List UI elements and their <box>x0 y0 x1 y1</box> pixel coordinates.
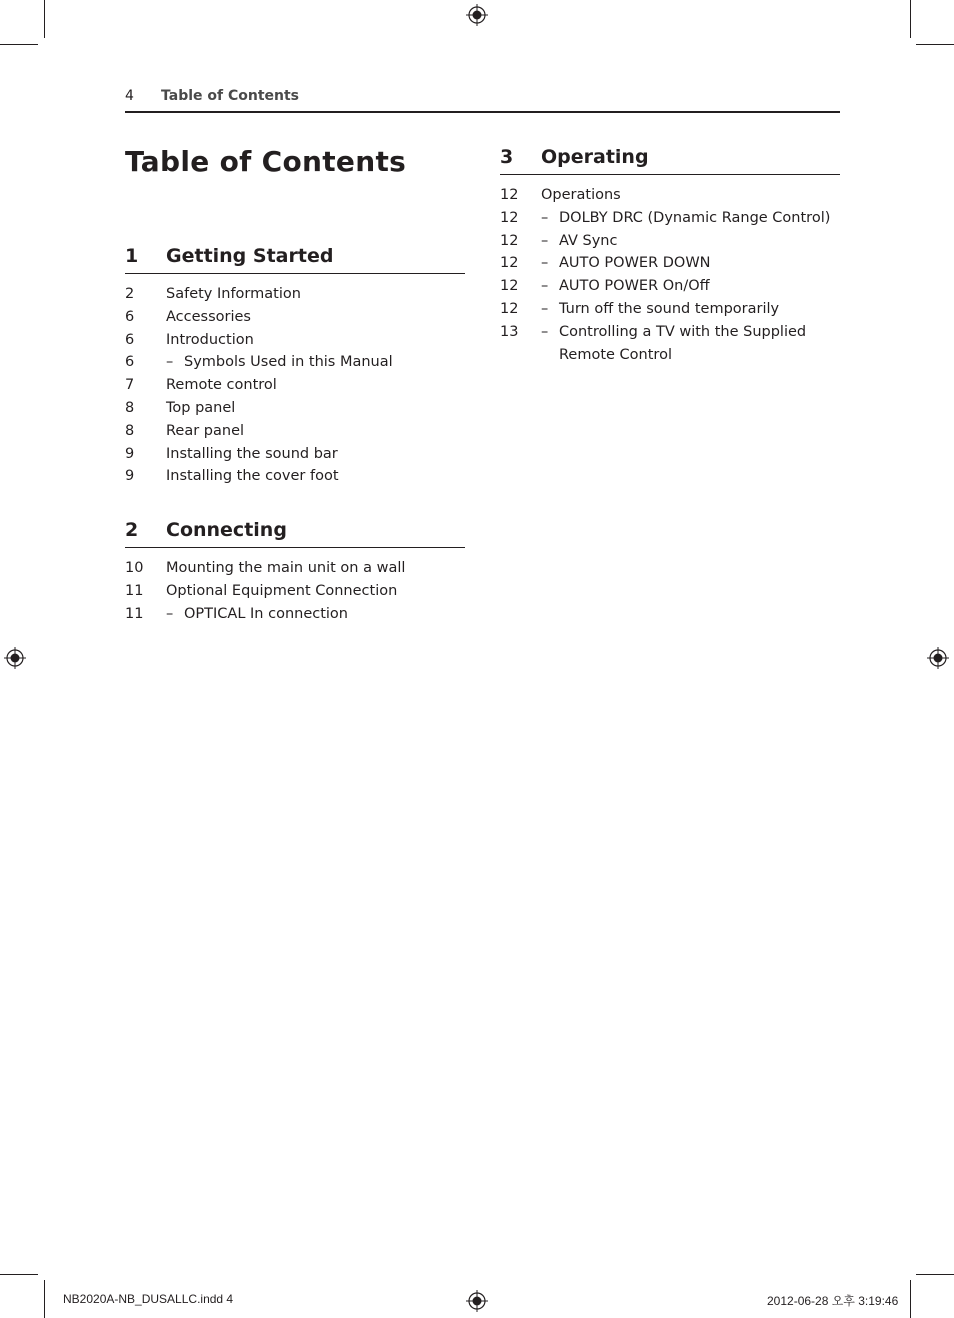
entry-title: Safety Information <box>166 286 301 302</box>
entry-page-number: 12 <box>500 232 519 249</box>
toc-entry <box>125 397 465 420</box>
entry-page-number: 8 <box>125 422 135 439</box>
entry-title: Optional Equipment Connection <box>166 582 398 599</box>
entry-title: – AUTO POWER On/Off <box>559 275 840 298</box>
toc-entry <box>500 184 840 207</box>
toc-section-connecting <box>125 519 465 625</box>
entry-page-number: 12 <box>500 300 519 317</box>
slug-filename: NB2020A-NB_DUSALLC.indd 4 <box>63 1292 234 1306</box>
section-heading <box>125 245 465 274</box>
entry-title: – OPTICAL In connection <box>184 603 465 626</box>
crop-mark <box>44 0 45 38</box>
crop-mark <box>916 44 954 45</box>
toc-subentry <box>500 207 840 230</box>
entry-title: Top panel <box>166 399 236 416</box>
section-number: 2 <box>125 519 139 541</box>
section-title: Operating <box>541 146 649 168</box>
section-title: Getting Started <box>166 245 334 267</box>
toc-subentry <box>125 603 465 626</box>
toc-entry <box>125 329 465 352</box>
entry-page-number: 11 <box>125 605 144 622</box>
entry-page-number: 12 <box>500 209 519 226</box>
toc-entry <box>125 443 465 466</box>
entry-title: Mounting the main unit on a wall <box>166 560 406 576</box>
toc-entries <box>125 548 465 625</box>
toc-subentry <box>500 230 840 253</box>
entry-title: – DOLBY DRC (Dynamic Range Control) <box>559 207 840 230</box>
entry-title: Installing the sound bar <box>166 445 338 462</box>
section-heading <box>500 146 840 175</box>
page-title: Table of Contents <box>125 145 407 178</box>
entry-page-number: 12 <box>500 255 519 272</box>
entry-title: – AV Sync <box>559 230 840 253</box>
toc-entry <box>125 306 465 329</box>
section-heading <box>125 519 465 548</box>
crop-mark <box>910 1280 911 1318</box>
toc-entry <box>125 557 465 580</box>
toc-entry <box>125 465 465 488</box>
entry-title: Installing the cover foot <box>166 468 339 485</box>
entry-page-number: 6 <box>125 308 135 325</box>
entry-page-number: 9 <box>125 445 135 462</box>
registration-mark-icon <box>466 4 488 26</box>
entry-page-number: 2 <box>125 286 135 302</box>
entry-title: Operations <box>541 187 621 203</box>
registration-mark-icon <box>466 1290 488 1312</box>
entry-title: Remote control <box>166 377 277 394</box>
entry-page-number: 9 <box>125 468 135 485</box>
entry-title: – Turn off the sound temporarily <box>559 298 840 321</box>
entry-page-number: 12 <box>500 187 519 203</box>
entry-page-number: 6 <box>125 331 135 348</box>
toc-entries <box>125 274 465 488</box>
toc-entries <box>500 175 840 366</box>
toc-section-getting-started <box>125 245 465 488</box>
crop-mark <box>910 0 911 38</box>
toc-subentry <box>125 351 465 374</box>
toc-subentry <box>500 298 840 321</box>
entry-page-number: 8 <box>125 399 135 416</box>
section-title: Connecting <box>166 519 287 541</box>
entry-title: Rear panel <box>166 422 245 439</box>
entry-page-number: 7 <box>125 377 135 394</box>
running-head-title: Table of Contents <box>161 88 300 104</box>
crop-mark <box>0 1274 38 1275</box>
entry-title: – Controlling a TV with the Supplied Remote Control <box>559 321 840 367</box>
crop-mark <box>916 1274 954 1275</box>
entry-page-number: 6 <box>125 354 135 371</box>
entry-page-number: 10 <box>125 560 144 576</box>
crop-mark <box>44 1280 45 1318</box>
toc-section-operating <box>500 146 840 366</box>
toc-entry <box>125 374 465 397</box>
toc-entry <box>125 580 465 603</box>
entry-title: Accessories <box>166 308 251 325</box>
toc-subentry <box>500 252 840 275</box>
section-number: 3 <box>500 146 514 168</box>
section-number: 1 <box>125 245 139 267</box>
crop-mark <box>0 44 38 45</box>
registration-mark-icon <box>4 647 26 669</box>
toc-subentry <box>500 321 840 367</box>
running-head <box>125 87 840 113</box>
page-number: 4 <box>125 88 134 104</box>
entry-title: – AUTO POWER DOWN <box>559 252 840 275</box>
entry-page-number: 11 <box>125 582 144 599</box>
entry-page-number: 12 <box>500 278 519 295</box>
toc-entry <box>125 420 465 443</box>
entry-title: Introduction <box>166 331 254 348</box>
entry-page-number: 13 <box>500 323 519 340</box>
registration-mark-icon <box>927 647 949 669</box>
slug-timestamp: 2012-06-28 오후 3:19:46 <box>767 1294 899 1308</box>
entry-title: – Symbols Used in this Manual <box>184 351 465 374</box>
toc-subentry <box>500 275 840 298</box>
toc-entry <box>125 283 465 306</box>
